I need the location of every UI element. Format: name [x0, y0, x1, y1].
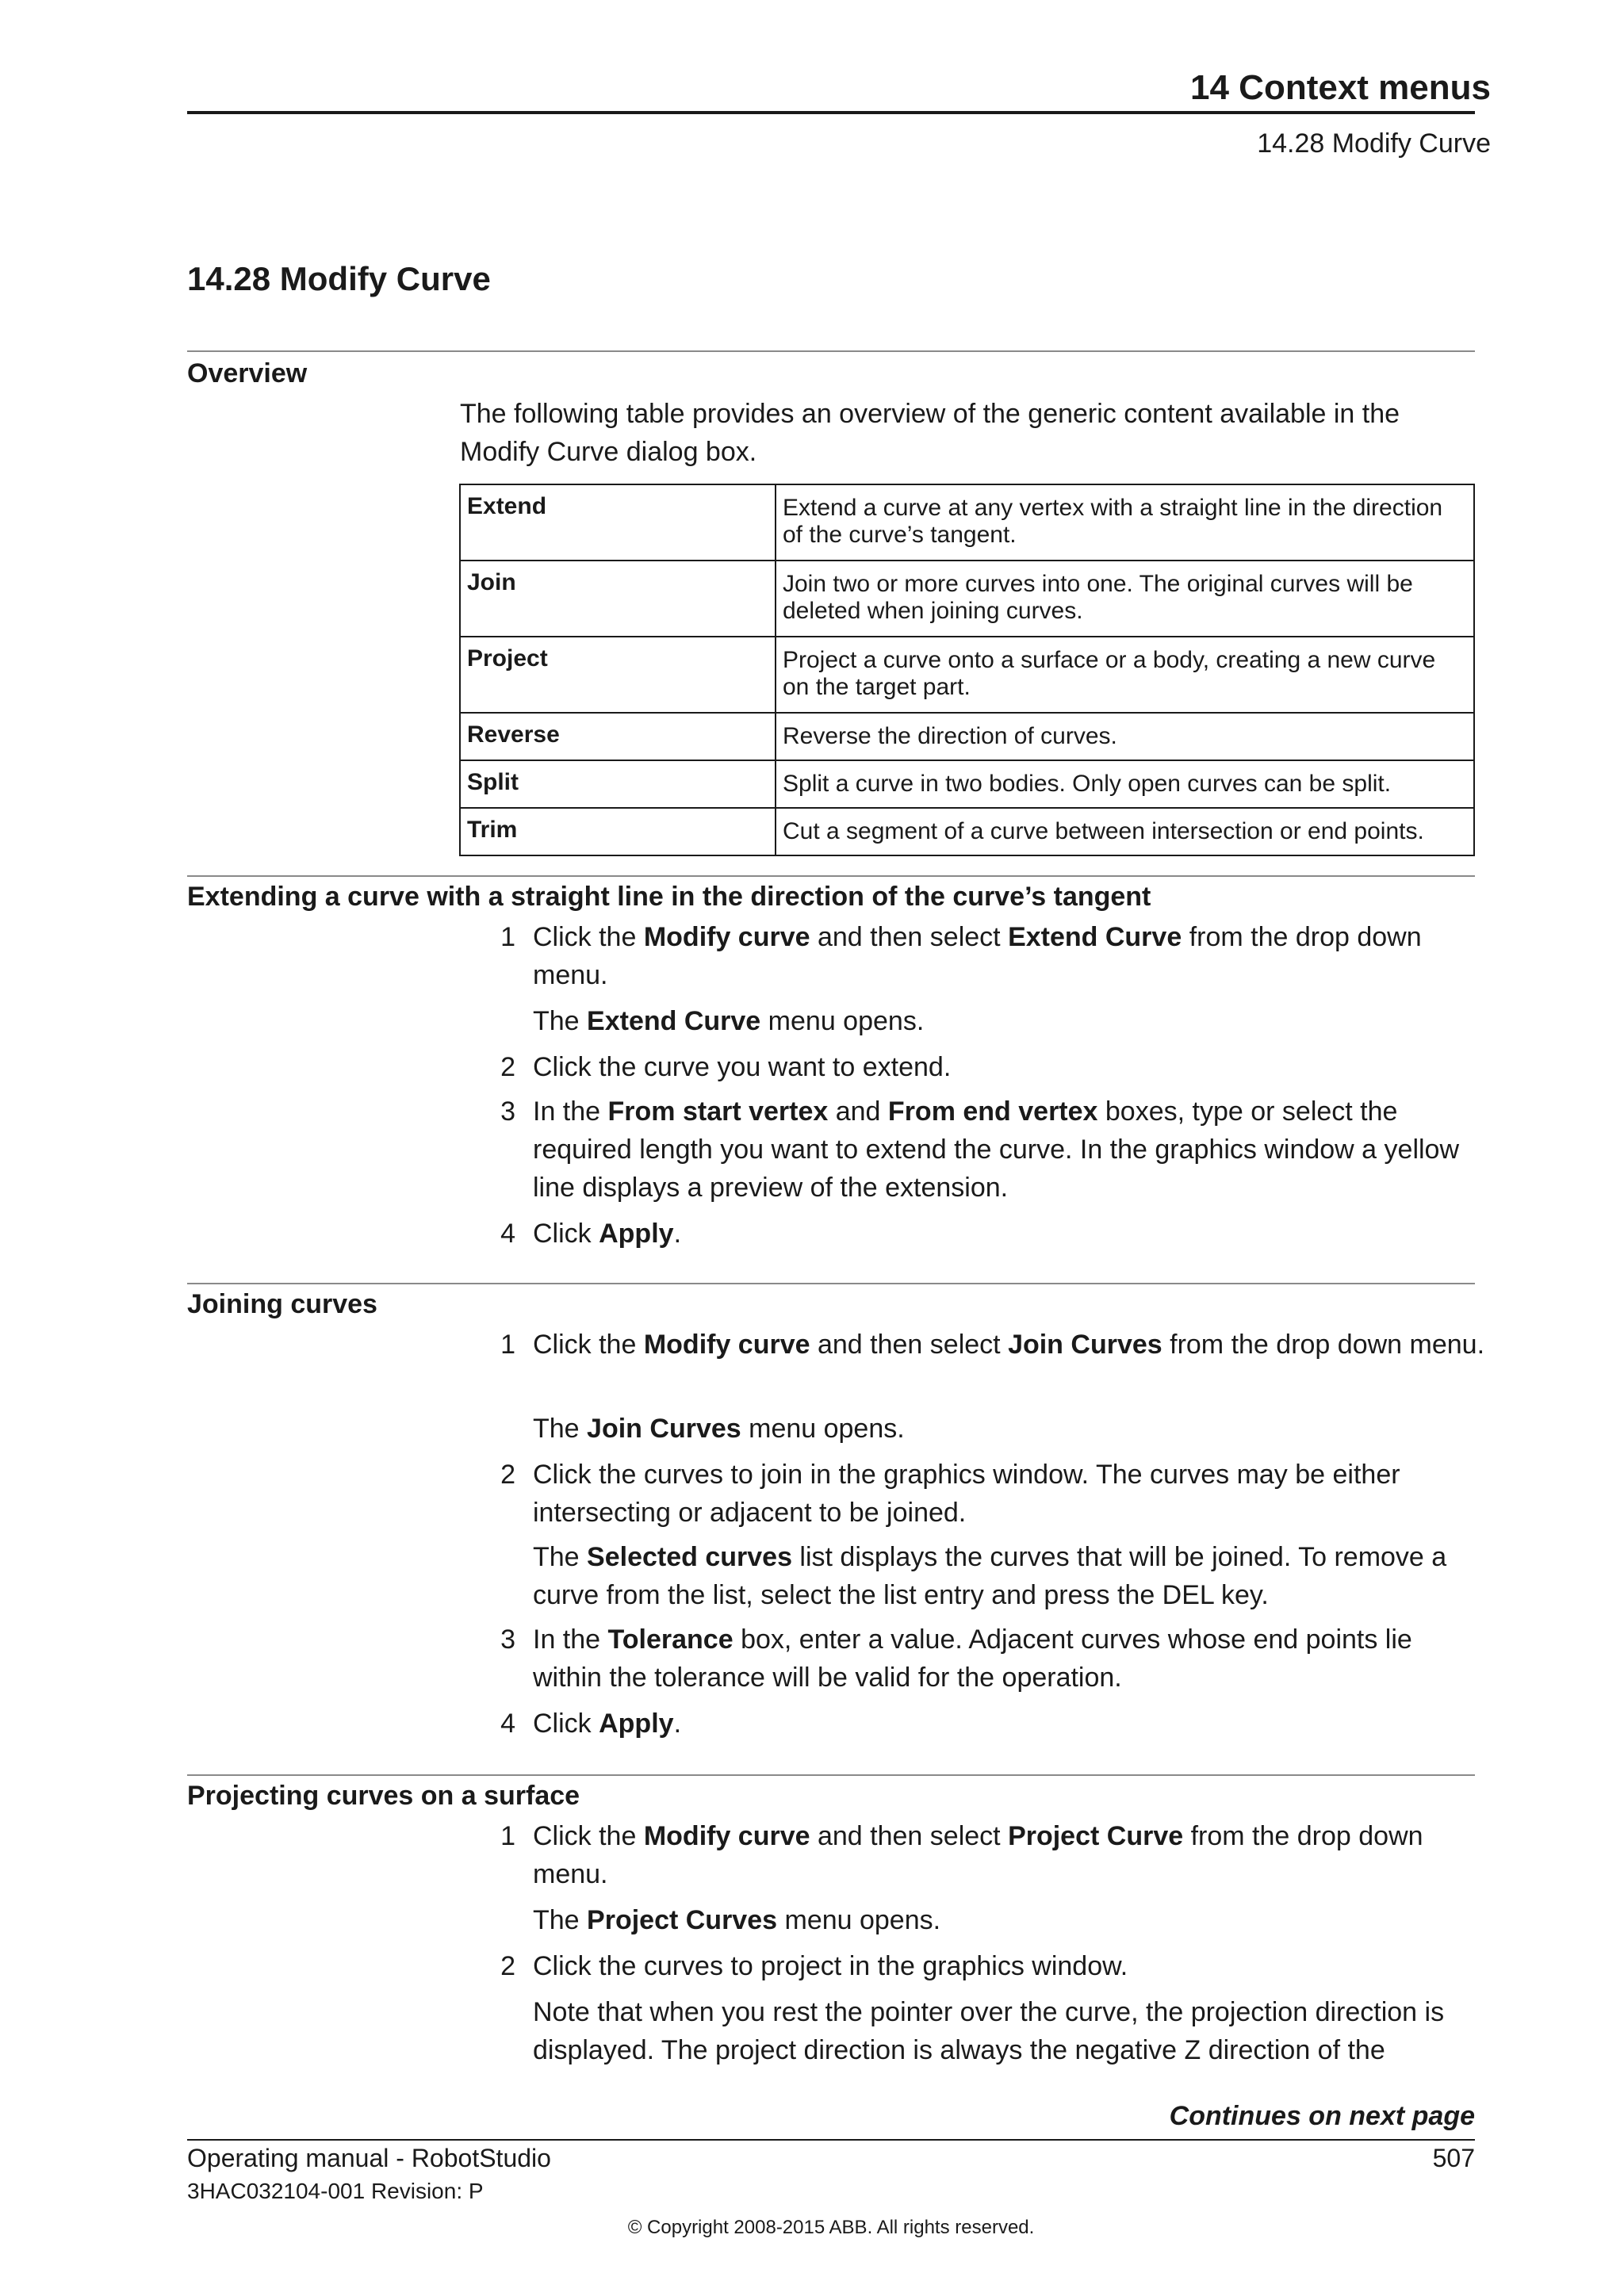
table-term: Trim: [460, 808, 776, 855]
header-section: 14.28 Modify Curve: [1257, 128, 1491, 159]
overview-table: [459, 484, 1475, 856]
step-text: Click the curves to join in the graphics window. The curves may be either intersecting or adjacent to be joined.: [533, 1460, 1400, 1528]
step-text: Click the Modify curve and then select Join Curves from the drop down menu.: [533, 1330, 1485, 1360]
page-number: 507: [1432, 2144, 1475, 2172]
projecting-heading: Projecting curves on a surface: [187, 1781, 580, 1811]
step-text: Click the curve you want to extend.: [533, 1052, 952, 1082]
table-term: Join: [460, 561, 776, 637]
step-number: 2: [500, 1951, 515, 1981]
step-number: 3: [500, 1624, 515, 1655]
continues-label: Continues on next page: [1169, 2101, 1475, 2131]
step-number: 1: [500, 1330, 515, 1360]
table-row: [460, 637, 1474, 713]
step-number: 2: [500, 1052, 515, 1082]
footer-manual-title: Operating manual - RobotStudio: [187, 2144, 551, 2172]
chapter-title: 14 Context menus: [1190, 68, 1491, 107]
section-rule: [187, 1283, 1475, 1284]
document-id: 3HAC032104-001 Revision: P: [187, 2179, 484, 2203]
header-rule: [187, 111, 1475, 114]
table-description: Join two or more curves into one. The original curves will be deleted when joining curves.: [776, 561, 1474, 637]
table-description: Extend a curve at any vertex with a straight line in the direction of the curve’s tangent.: [776, 484, 1474, 561]
overview-intro: The following table provides an overview of the generic content available in the Modify Curve dialog box.: [460, 399, 1400, 467]
table-row: [460, 561, 1474, 637]
table-term: Split: [460, 760, 776, 808]
section-rule: [187, 350, 1475, 352]
step-note: The Project Curves menu opens.: [533, 1905, 941, 1935]
step-note: The Extend Curve menu opens.: [533, 1006, 925, 1036]
step-note: The Join Curves menu opens.: [533, 1414, 905, 1444]
step-text: Click the curves to project in the graphics window.: [533, 1951, 1128, 1981]
extending-heading: Extending a curve with a straight line in the direction of the curve’s tangent: [187, 882, 1151, 912]
table-row: [460, 484, 1474, 561]
table-term: Reverse: [460, 713, 776, 760]
table-description: Cut a segment of a curve between intersection or end points.: [776, 808, 1474, 855]
step-number: 3: [500, 1096, 515, 1127]
table-description: Reverse the direction of curves.: [776, 713, 1474, 760]
section-rule: [187, 1774, 1475, 1776]
page-heading: 14.28 Modify Curve: [187, 260, 491, 297]
step-number: 2: [500, 1460, 515, 1490]
footer-rule: [187, 2139, 1475, 2141]
step-number: 1: [500, 922, 515, 952]
step-text: Click the Modify curve and then select Extend Curve from the drop down menu.: [533, 922, 1422, 990]
table-row: [460, 760, 1474, 808]
step-text: Click Apply.: [533, 1709, 682, 1739]
step-number: 4: [500, 1709, 515, 1739]
joining-heading: Joining curves: [187, 1289, 377, 1319]
table-row: [460, 713, 1474, 760]
step-note: Note that when you rest the pointer over the curve, the projection direction is displayed. The project direction is always the negative Z direction of the: [533, 1997, 1445, 2065]
table-row: [460, 808, 1474, 855]
step-text: Click the Modify curve and then select Project Curve from the drop down menu.: [533, 1821, 1423, 1889]
step-text: In the Tolerance box, enter a value. Adjacent curves whose end points lie within the tolerance will be valid for the operation.: [533, 1624, 1412, 1693]
table-description: Project a curve onto a surface or a body, creating a new curve on the target part.: [776, 637, 1474, 713]
step-note: The Selected curves list displays the curves that will be joined. To remove a curve from the list, select the list entry and press the DEL key.: [533, 1542, 1447, 1610]
table-term: Extend: [460, 484, 776, 561]
step-text: Click Apply.: [533, 1219, 682, 1249]
step-number: 1: [500, 1821, 515, 1851]
overview-heading: Overview: [187, 358, 308, 388]
section-rule: [187, 875, 1475, 877]
table-description: Split a curve in two bodies. Only open curves can be split.: [776, 760, 1474, 808]
step-number: 4: [500, 1219, 515, 1249]
copyright: © Copyright 2008-2015 ABB. All rights reserved.: [627, 2217, 1035, 2238]
step-text: In the From start vertex and From end vertex boxes, type or select the required length you want to extend the curve. In the graphics window a yellow line displays a preview of the extension.: [533, 1096, 1460, 1203]
table-term: Project: [460, 637, 776, 713]
